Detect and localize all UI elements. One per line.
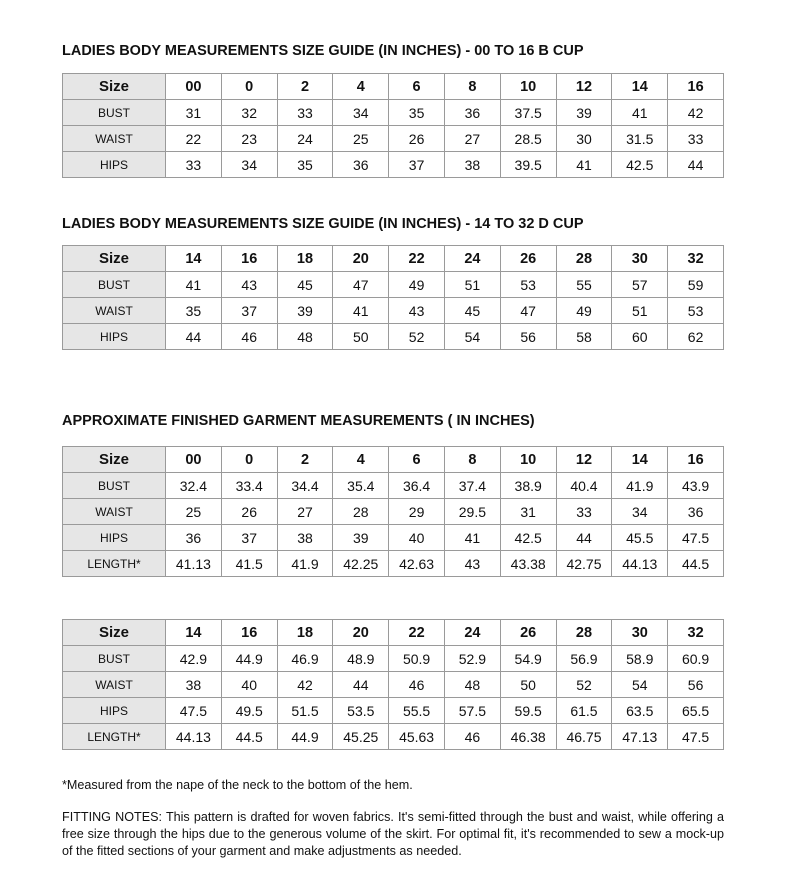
size-header-cell: 30 <box>612 620 668 646</box>
measurement-label: HIPS <box>63 525 166 551</box>
measurement-row <box>63 724 724 750</box>
measurement-cell: 49 <box>556 298 612 324</box>
size-header-row <box>63 246 724 272</box>
measurement-cell: 49.5 <box>221 698 277 724</box>
size-header-label: Size <box>63 447 166 473</box>
measurement-cell: 44.9 <box>221 646 277 672</box>
measurement-cell: 52 <box>389 324 445 350</box>
size-header-cell: 00 <box>166 447 222 473</box>
measurement-cell: 31.5 <box>612 126 668 152</box>
size-header-row <box>63 447 724 473</box>
measurement-cell: 41 <box>612 100 668 126</box>
size-header-cell: 12 <box>556 447 612 473</box>
measurement-cell: 63.5 <box>612 698 668 724</box>
measurement-cell: 47.5 <box>668 525 724 551</box>
measurement-cell: 46 <box>389 672 445 698</box>
measurement-cell: 41 <box>166 272 222 298</box>
size-header-cell: 6 <box>389 447 445 473</box>
measurement-cell: 44.5 <box>221 724 277 750</box>
measurement-cell: 45.63 <box>389 724 445 750</box>
measurement-cell: 54.9 <box>500 646 556 672</box>
measurement-cell: 33 <box>277 100 333 126</box>
measurement-cell: 65.5 <box>668 698 724 724</box>
size-header-cell: 18 <box>277 246 333 272</box>
measurement-cell: 39 <box>556 100 612 126</box>
measurement-cell: 38 <box>166 672 222 698</box>
size-header-cell: 10 <box>500 74 556 100</box>
measurement-cell: 47 <box>500 298 556 324</box>
measurement-cell: 44.9 <box>277 724 333 750</box>
measurement-cell: 39 <box>277 298 333 324</box>
measurement-label: BUST <box>63 646 166 672</box>
measurement-cell: 44 <box>668 152 724 178</box>
garment-measurements-table-14-32 <box>62 619 724 750</box>
measurement-cell: 49 <box>389 272 445 298</box>
measurement-cell: 28.5 <box>500 126 556 152</box>
measurement-cell: 56 <box>668 672 724 698</box>
measurement-cell: 50.9 <box>389 646 445 672</box>
measurement-cell: 55.5 <box>389 698 445 724</box>
measurement-cell: 29 <box>389 499 445 525</box>
size-header-label: Size <box>63 620 166 646</box>
measurement-cell: 37.4 <box>444 473 500 499</box>
measurement-label: WAIST <box>63 672 166 698</box>
measurement-cell: 37.5 <box>500 100 556 126</box>
size-header-cell: 00 <box>166 74 222 100</box>
size-header-row <box>63 74 724 100</box>
measurement-row <box>63 126 724 152</box>
measurement-cell: 23 <box>221 126 277 152</box>
measurement-cell: 59 <box>668 272 724 298</box>
measurement-cell: 47 <box>333 272 389 298</box>
measurement-cell: 42.75 <box>556 551 612 577</box>
size-header-cell: 18 <box>277 620 333 646</box>
size-header-cell: 14 <box>612 447 668 473</box>
size-header-cell: 6 <box>389 74 445 100</box>
measurement-cell: 54 <box>612 672 668 698</box>
measurement-row <box>63 646 724 672</box>
measurement-label: HIPS <box>63 152 166 178</box>
measurement-cell: 32.4 <box>166 473 222 499</box>
size-header-cell: 24 <box>444 246 500 272</box>
size-header-cell: 22 <box>389 620 445 646</box>
measurement-cell: 43.9 <box>668 473 724 499</box>
measurement-cell: 33 <box>556 499 612 525</box>
measurement-cell: 46.9 <box>277 646 333 672</box>
size-header-cell: 28 <box>556 620 612 646</box>
measurement-cell: 34 <box>333 100 389 126</box>
measurement-cell: 35.4 <box>333 473 389 499</box>
measurement-cell: 46.38 <box>500 724 556 750</box>
measurement-cell: 47.5 <box>166 698 222 724</box>
size-header-cell: 22 <box>389 246 445 272</box>
measurement-cell: 34 <box>221 152 277 178</box>
measurement-cell: 42 <box>277 672 333 698</box>
measurement-cell: 37 <box>389 152 445 178</box>
size-header-cell: 14 <box>166 246 222 272</box>
measurement-cell: 36 <box>444 100 500 126</box>
measurement-cell: 37 <box>221 525 277 551</box>
measurement-cell: 27 <box>444 126 500 152</box>
table1-title: LADIES BODY MEASUREMENTS SIZE GUIDE (IN INCHES) - 00 TO 16 B CUP <box>62 43 584 59</box>
measurement-cell: 28 <box>333 499 389 525</box>
measurement-cell: 46 <box>221 324 277 350</box>
measurement-cell: 53 <box>500 272 556 298</box>
length-footnote: *Measured from the nape of the neck to the bottom of the hem. <box>62 778 413 792</box>
measurement-cell: 48 <box>277 324 333 350</box>
measurement-cell: 44.13 <box>612 551 668 577</box>
measurement-cell: 52.9 <box>444 646 500 672</box>
measurement-row <box>63 499 724 525</box>
measurement-cell: 58 <box>556 324 612 350</box>
size-header-label: Size <box>63 246 166 272</box>
measurement-cell: 44 <box>556 525 612 551</box>
measurement-cell: 42 <box>668 100 724 126</box>
measurement-cell: 52 <box>556 672 612 698</box>
size-header-cell: 16 <box>668 74 724 100</box>
measurement-cell: 43 <box>389 298 445 324</box>
size-header-cell: 32 <box>668 246 724 272</box>
size-header-row <box>63 620 724 646</box>
size-header-cell: 20 <box>333 246 389 272</box>
measurement-cell: 44 <box>166 324 222 350</box>
measurement-cell: 56.9 <box>556 646 612 672</box>
measurement-row <box>63 100 724 126</box>
measurement-cell: 36 <box>166 525 222 551</box>
size-header-cell: 26 <box>500 620 556 646</box>
size-header-cell: 16 <box>668 447 724 473</box>
measurement-cell: 50 <box>500 672 556 698</box>
measurement-cell: 58.9 <box>612 646 668 672</box>
measurement-cell: 60 <box>612 324 668 350</box>
size-header-cell: 26 <box>500 246 556 272</box>
measurement-cell: 36.4 <box>389 473 445 499</box>
size-header-cell: 30 <box>612 246 668 272</box>
measurement-cell: 45.25 <box>333 724 389 750</box>
size-header-cell: 24 <box>444 620 500 646</box>
size-header-cell: 28 <box>556 246 612 272</box>
measurement-cell: 33 <box>668 126 724 152</box>
measurement-row <box>63 324 724 350</box>
size-header-cell: 8 <box>444 74 500 100</box>
measurement-cell: 25 <box>333 126 389 152</box>
measurement-label: HIPS <box>63 324 166 350</box>
measurement-label: LENGTH* <box>63 724 166 750</box>
size-header-cell: 0 <box>221 74 277 100</box>
measurement-cell: 42.5 <box>612 152 668 178</box>
measurement-row <box>63 152 724 178</box>
measurement-cell: 32 <box>221 100 277 126</box>
measurement-cell: 48 <box>444 672 500 698</box>
measurement-cell: 46.75 <box>556 724 612 750</box>
measurement-cell: 24 <box>277 126 333 152</box>
measurement-row <box>63 272 724 298</box>
measurement-cell: 41.9 <box>612 473 668 499</box>
size-header-cell: 4 <box>333 74 389 100</box>
measurement-cell: 41 <box>333 298 389 324</box>
measurement-cell: 51 <box>612 298 668 324</box>
measurement-cell: 50 <box>333 324 389 350</box>
measurement-label: WAIST <box>63 298 166 324</box>
measurement-label: BUST <box>63 272 166 298</box>
measurement-cell: 41.5 <box>221 551 277 577</box>
measurement-cell: 39 <box>333 525 389 551</box>
measurement-cell: 47.13 <box>612 724 668 750</box>
measurement-cell: 42.5 <box>500 525 556 551</box>
measurement-cell: 38.9 <box>500 473 556 499</box>
measurement-cell: 30 <box>556 126 612 152</box>
size-header-cell: 20 <box>333 620 389 646</box>
measurement-cell: 43.38 <box>500 551 556 577</box>
garment-measurements-table-00-16 <box>62 446 724 577</box>
measurement-cell: 34.4 <box>277 473 333 499</box>
measurement-cell: 41.9 <box>277 551 333 577</box>
measurement-cell: 48.9 <box>333 646 389 672</box>
table3-title: APPROXIMATE FINISHED GARMENT MEASUREMENTS ( IN INCHES) <box>62 413 535 429</box>
measurement-row <box>63 525 724 551</box>
measurement-cell: 51.5 <box>277 698 333 724</box>
measurement-cell: 44.5 <box>668 551 724 577</box>
measurement-label: BUST <box>63 100 166 126</box>
fitting-notes: FITTING NOTES: This pattern is drafted for woven fabrics. It's semi-fitted through the bust and waist, while offering a free size through the hips due to the generous volume of the skirt. For optimal fit, it's recommended to sew a mock-up of the fitted sections of your garment and make adjustments as needed. <box>62 810 724 858</box>
measurement-cell: 33 <box>166 152 222 178</box>
measurement-cell: 45 <box>277 272 333 298</box>
measurement-cell: 45 <box>444 298 500 324</box>
measurement-cell: 22 <box>166 126 222 152</box>
measurement-label: WAIST <box>63 499 166 525</box>
measurement-cell: 41 <box>444 525 500 551</box>
measurement-cell: 47.5 <box>668 724 724 750</box>
measurement-cell: 43 <box>221 272 277 298</box>
size-header-cell: 32 <box>668 620 724 646</box>
measurement-cell: 42.63 <box>389 551 445 577</box>
measurement-cell: 38 <box>277 525 333 551</box>
measurement-cell: 57.5 <box>444 698 500 724</box>
body-measurements-table-b-cup <box>62 73 724 178</box>
measurement-cell: 42.25 <box>333 551 389 577</box>
measurement-cell: 35 <box>277 152 333 178</box>
size-header-cell: 16 <box>221 246 277 272</box>
measurement-cell: 42.9 <box>166 646 222 672</box>
measurement-cell: 61.5 <box>556 698 612 724</box>
size-header-cell: 14 <box>612 74 668 100</box>
measurement-cell: 29.5 <box>444 499 500 525</box>
measurement-row <box>63 672 724 698</box>
measurement-cell: 40 <box>221 672 277 698</box>
size-header-cell: 16 <box>221 620 277 646</box>
measurement-cell: 44 <box>333 672 389 698</box>
size-header-label: Size <box>63 74 166 100</box>
size-header-cell: 2 <box>277 74 333 100</box>
measurement-cell: 26 <box>221 499 277 525</box>
measurement-cell: 38 <box>444 152 500 178</box>
measurement-cell: 33.4 <box>221 473 277 499</box>
size-header-cell: 14 <box>166 620 222 646</box>
measurement-cell: 53 <box>668 298 724 324</box>
measurement-cell: 46 <box>444 724 500 750</box>
measurement-cell: 26 <box>389 126 445 152</box>
measurement-cell: 36 <box>668 499 724 525</box>
measurement-label: BUST <box>63 473 166 499</box>
size-header-cell: 10 <box>500 447 556 473</box>
measurement-cell: 35 <box>166 298 222 324</box>
measurement-cell: 31 <box>166 100 222 126</box>
measurement-cell: 25 <box>166 499 222 525</box>
measurement-row <box>63 551 724 577</box>
measurement-cell: 39.5 <box>500 152 556 178</box>
size-header-cell: 0 <box>221 447 277 473</box>
size-header-cell: 4 <box>333 447 389 473</box>
measurement-cell: 44.13 <box>166 724 222 750</box>
measurement-cell: 41.13 <box>166 551 222 577</box>
measurement-cell: 55 <box>556 272 612 298</box>
measurement-label: WAIST <box>63 126 166 152</box>
measurement-cell: 60.9 <box>668 646 724 672</box>
size-header-cell: 8 <box>444 447 500 473</box>
measurement-cell: 27 <box>277 499 333 525</box>
measurement-cell: 59.5 <box>500 698 556 724</box>
measurement-row <box>63 698 724 724</box>
measurement-cell: 41 <box>556 152 612 178</box>
measurement-row <box>63 473 724 499</box>
measurement-label: HIPS <box>63 698 166 724</box>
table2-title: LADIES BODY MEASUREMENTS SIZE GUIDE (IN INCHES) - 14 TO 32 D CUP <box>62 216 584 232</box>
measurement-cell: 43 <box>444 551 500 577</box>
measurement-cell: 31 <box>500 499 556 525</box>
measurement-cell: 34 <box>612 499 668 525</box>
measurement-cell: 45.5 <box>612 525 668 551</box>
measurement-cell: 57 <box>612 272 668 298</box>
measurement-cell: 37 <box>221 298 277 324</box>
measurement-cell: 56 <box>500 324 556 350</box>
measurement-row <box>63 298 724 324</box>
measurement-cell: 54 <box>444 324 500 350</box>
size-header-cell: 2 <box>277 447 333 473</box>
measurement-cell: 35 <box>389 100 445 126</box>
measurement-cell: 40.4 <box>556 473 612 499</box>
body-measurements-table-d-cup <box>62 245 724 350</box>
measurement-label: LENGTH* <box>63 551 166 577</box>
measurement-cell: 51 <box>444 272 500 298</box>
measurement-cell: 53.5 <box>333 698 389 724</box>
measurement-cell: 62 <box>668 324 724 350</box>
measurement-cell: 36 <box>333 152 389 178</box>
size-header-cell: 12 <box>556 74 612 100</box>
measurement-cell: 40 <box>389 525 445 551</box>
